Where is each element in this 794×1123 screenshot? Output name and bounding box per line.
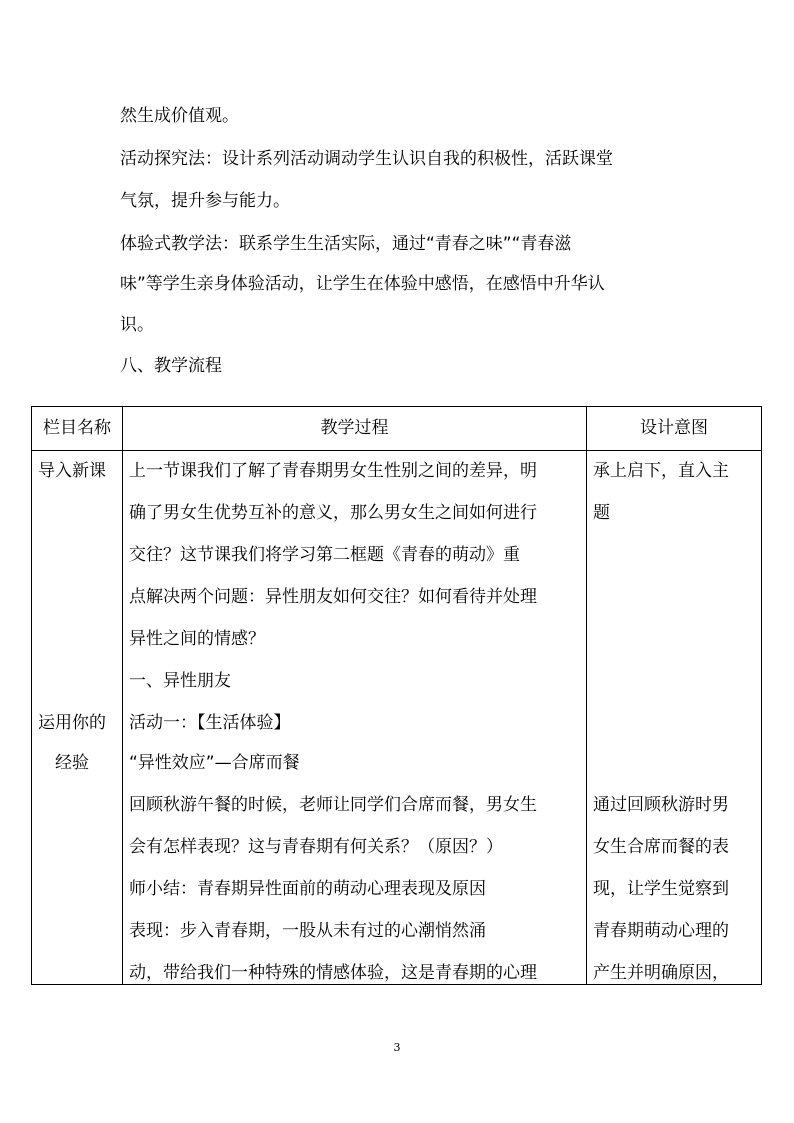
paragraph-line: 识。 [120, 315, 154, 335]
teaching-flow-table [31, 406, 762, 985]
header-intent: 设计意图 [587, 407, 762, 451]
process-line: 会有怎样表现？这与青春期有何关系？（原因？） [129, 837, 503, 857]
intent-line: 产生并明确原因， [593, 963, 729, 983]
process-line: 回顾秋游午餐的时候，老师让同学们合席而餐，男女生 [129, 795, 537, 815]
paragraph-line: 味”等学生亲身体验活动，让学生在体验中感悟，在感悟中升华认 [120, 274, 605, 294]
intent-line: 承上启下，直入主 [593, 461, 729, 481]
intent-line: 青春期萌动心理的 [593, 921, 729, 941]
process-line: 上一节课我们了解了青春期男女生性别之间的差异，明 [129, 461, 537, 481]
column-name: 运用你的 [38, 713, 106, 733]
paragraph-line: 体验式教学法：联系学生生活实际，通过“青春之味”“青春滋 [120, 234, 572, 254]
process-line: 动，带给我们一种特殊的情感体验，这是青春期的心理 [129, 963, 537, 983]
header-column-name: 栏目名称 [32, 407, 123, 451]
column-name: 导入新课 [38, 461, 106, 481]
process-line: 点解决两个问题：异性朋友如何交往？如何看待并处理 [129, 587, 537, 607]
process-line: 师小结：青春期异性面前的萌动心理表现及原因 [129, 879, 486, 899]
intent-line: 女生合席而餐的表 [593, 837, 729, 857]
header-process: 教学过程 [123, 407, 587, 451]
intent-line: 题 [593, 503, 610, 523]
process-line: “异性效应”—合席而餐 [129, 753, 300, 773]
column-name: 经验 [55, 753, 89, 773]
process-line: 交往？这节课我们将学习第二框题《青春的萌动》重 [129, 545, 520, 565]
intent-line: 通过回顾秋游时男 [593, 795, 729, 815]
intent-line: 现，让学生觉察到 [593, 879, 729, 899]
process-line: 异性之间的情感？ [129, 629, 265, 649]
process-line: 表现：步入青春期，一股从未有过的心潮悄然涌 [129, 921, 486, 941]
column-name-cell [32, 451, 123, 985]
table-header-row [32, 407, 762, 451]
table-row [32, 451, 762, 985]
process-line: 一、异性朋友 [129, 671, 231, 691]
paragraph-line: 气氛，提升参与能力。 [120, 191, 290, 211]
paragraph-line: 活动探究法：设计系列活动调动学生认识自我的积极性，活跃课堂 [120, 149, 613, 169]
process-line: 确了男女生优势互补的意义，那么男女生之间如何进行 [129, 503, 537, 523]
paragraph-line: 然生成价值观。 [120, 106, 239, 126]
intent-cell [587, 451, 762, 985]
process-line: 活动一：【生活体验】 [129, 713, 291, 733]
process-cell [123, 451, 587, 985]
page-number: 3 [393, 1041, 401, 1054]
section-heading: 八、教学流程 [120, 356, 222, 376]
